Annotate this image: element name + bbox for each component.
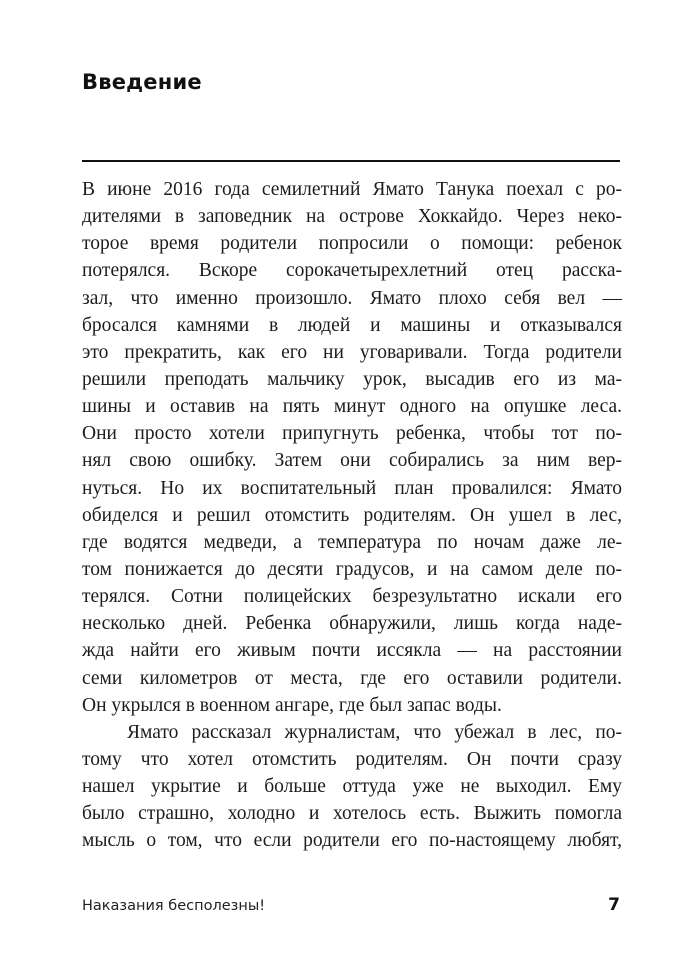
text-line: обиделся и решил отомстить родителям. Он ушел в лес, <box>82 504 622 526</box>
body-text <box>82 176 622 855</box>
heading-rule <box>82 160 620 162</box>
text-line: тому что хотел отомстить родителям. Он почти сразу <box>82 748 622 770</box>
text-line: В июне 2016 года семилетний Ямато Танука поехал с ро- <box>82 179 622 200</box>
text-line: жда найти его живым почти иссякла — на расстоянии <box>82 640 622 662</box>
text-line: нял свою ошибку. Затем они собирались за ним вер- <box>82 450 622 472</box>
text-line: потерялся. Вскоре сорокачетырехлетний отец расска- <box>82 260 622 282</box>
text-line: несколько дней. Ребенка обнаружили, лишь когда наде- <box>82 613 622 635</box>
text-line: было страшно, холодно и хотелось есть. Выжить помогла <box>82 803 622 825</box>
text-line: торое время родители попросили о помощи: ребенок <box>82 233 622 255</box>
text-line: это прекратить, как его ни уговаривали. Тогда родители <box>82 341 622 363</box>
text-line: нуться. Но их воспитательный план провалился: Ямато <box>82 477 622 499</box>
running-title: Наказания бесполезны! <box>82 898 266 914</box>
text-line: решили преподать мальчику урок, высадив его из ма- <box>82 368 622 390</box>
text-line: где водятся медведи, а температура по ночам даже ле- <box>82 531 622 553</box>
text-line: том понижается до десяти градусов, и на самом деле по- <box>82 558 622 580</box>
page-number: 7 <box>608 895 620 915</box>
text-line: шины и оставив на пять минут одного на опушке леса. <box>82 396 622 418</box>
text-line: зал, что именно произошло. Ямато плохо себя вел — <box>82 287 622 309</box>
paragraph-first-line: Ямато рассказал журналистам, что убежал в лес, по- <box>127 721 622 743</box>
text-line: мысль о том, что если родители его по-настоящему любят, <box>82 830 622 852</box>
text-line: нашел укрытие и больше оттуда уже не выходил. Ему <box>82 776 622 798</box>
text-line: Они просто хотели припугнуть ребенка, чтобы тот по- <box>82 423 622 445</box>
text-line: дителями в заповедник на острове Хоккайдо. Через неко- <box>82 206 622 228</box>
text-line: семи километров от места, где его оставили родители. <box>82 667 622 689</box>
text-line: бросался камнями в людей и машины и отказывался <box>82 314 622 336</box>
text-line: терялся. Сотни полицейских безрезультатно искали его <box>82 586 622 608</box>
chapter-heading: Введение <box>82 70 202 94</box>
paragraph-last-line: Он укрылся в военном ангаре, где был запас воды. <box>82 694 502 716</box>
